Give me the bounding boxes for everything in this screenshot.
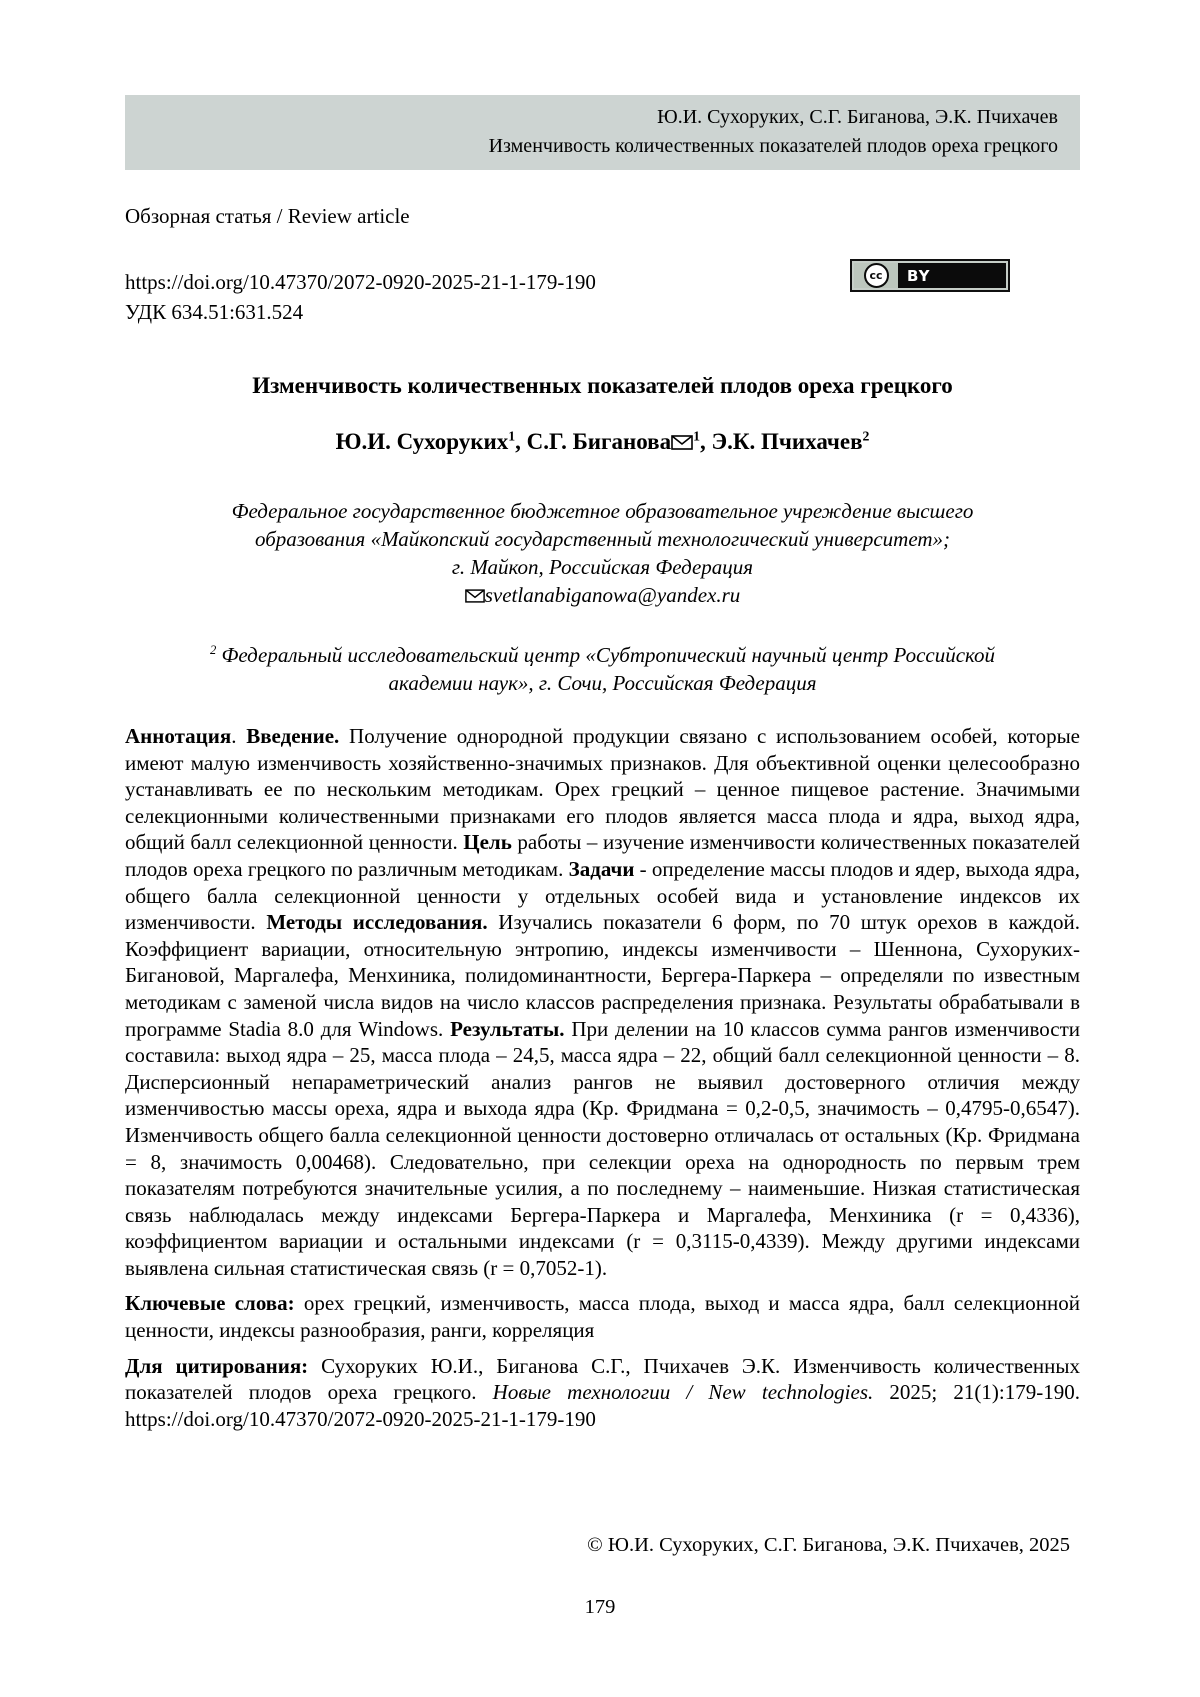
affiliation-1-line: Федеральное государственное бюджетное образовательное учреждение высшего xyxy=(231,499,974,523)
affiliation-2-text: Федеральный исследовательский центр «Субтропический научный центр Российской xyxy=(221,643,996,667)
citation-label: Для цитирования: xyxy=(125,1353,309,1378)
author-name: , Э.К. Пчихачев xyxy=(699,429,863,454)
abstract-text: . xyxy=(231,724,247,748)
citation-text: 2025; 21(1):179-190. https://doi.org/10.47370/2072-0920-2025-21-1-179-190 xyxy=(125,1380,1080,1431)
copyright-line: © Ю.И. Сухоруких, С.Г. Биганова, Э.К. Пчихачев, 2025 xyxy=(587,1534,1070,1556)
article-type-label: Обзорная статья / Review article xyxy=(125,204,410,228)
affiliation-1-line: образования «Майкопский государственный технологический университет»; xyxy=(254,527,951,551)
email-text: svetlanabiganowa@yandex.ru xyxy=(484,583,741,607)
abstract-text: работы – изучение изменчивости количественных показателей плодов ореха грецкого по различным методикам. xyxy=(125,830,1080,881)
author-name: Ю.И. Сухоруких xyxy=(335,429,509,454)
citation-paragraph xyxy=(125,1353,1080,1433)
doi-text: https://doi.org/10.47370/2072-0920-2025-21-1-179-190 xyxy=(125,270,596,294)
affiliation-1-line: г. Майкоп, Российская Федерация xyxy=(451,555,754,579)
abstract-text: Получение однородной продукции связано с использованием особей, которые имеют малую изменчивость хозяйственно-значимых признаков. Для объективной оценки целесообразно устанавливать ее по нескольким методикам. Орех грецкий – ценное пищевое растение. Значимыми селекционными количественными признаками его плодов является масса плода и ядра, выход ядра, общий балл селекционной ценности. xyxy=(125,724,1081,855)
abstract-paragraph xyxy=(125,723,1080,1281)
running-header-authors: Ю.И. Сухоруких, С.Г. Биганова, Э.К. Пчихачев xyxy=(657,106,1058,128)
affiliation-1 xyxy=(125,497,1080,609)
cc-by-badge xyxy=(850,259,1010,292)
abstract-text: Изучались показатели 6 форм, по 70 штук орехов в каждой. Коэффициент вариации, относительную энтропию, индексы изменчивости – Шеннона, Сухоруких-Бигановой, Маргалефа, Менхиника, полидоминантности, Бергера-Паркера – определяли по известным методикам с заменой числа видов на число классов распределения признака. Результаты обрабатывали в программе Stadia 8.0 для Windows. xyxy=(125,910,1080,1041)
abstract-text: При делении на 10 классов сумма рангов изменчивости составила: выход ядра – 25, масса плода – 24,5, масса ядра – 22, общий балл селекционной ценности – 8. Дисперсионный непараметрический анализ рангов не выявил достоверного отличия между изменчивостью массы ореха, ядра и выхода ядра (Кр. Фридмана = 0,2-0,5, значимость – 0,4795-0,6547). Изменчивость общего балла селекционной ценности достоверно отличалась от остальных (Кр. Фридмана = 8, значимость 0,00468). Следовательно, при селекции ореха на однородность по первым трем показателям потребуются значительные усилия, а по последнему – наименьшие. Низкая статистическая связь наблюдалась между индексами Бергера-Паркера и Маргалефа, Менхиника (r = 0,4336), коэффициентом вариации и остальными индексами (r = 0,3115-0,4339). Между другими индексами выявлена сильная статистическая связь (r = 0,7052-1). xyxy=(125,1016,1081,1280)
keywords-text: орех грецкий, изменчивость, масса плода, выход и масса ядра, балл селекционной ценности, индексы разнообразия, ранги, корреляция xyxy=(125,1291,1080,1343)
authors-line xyxy=(125,427,1080,457)
cc-badge-inner xyxy=(854,263,1006,288)
running-header xyxy=(125,95,1080,170)
citation-text: Сухоруких Ю.И., Биганова С.Г., Пчихачев Э.К. Изменчивость количественных показателей плодов ореха грецкого. xyxy=(125,1353,1080,1405)
author-name: , С.Г. Биганова xyxy=(515,429,672,454)
abstract-label: Аннотация xyxy=(125,724,232,748)
keywords-paragraph xyxy=(125,1290,1080,1343)
citation-journal: Новые технологии / New technologies. xyxy=(492,1380,874,1405)
affiliation-1-email xyxy=(125,581,1080,609)
abstract-section-label: Задачи xyxy=(568,856,635,881)
affiliation-superscript: 2 xyxy=(209,643,217,657)
abstract-section-label: Методы исследования. xyxy=(266,910,488,935)
cc-logo-icon xyxy=(854,263,898,288)
envelope-icon xyxy=(671,435,693,450)
running-header-title: Изменчивость количественных показателей плодов ореха грецкого xyxy=(488,135,1058,157)
affiliation-2-line xyxy=(125,641,1080,669)
affiliation-2-line: академии наук», г. Сочи, Российская Федерация xyxy=(388,671,817,695)
author-superscript: 1 xyxy=(693,428,700,444)
author-superscript: 1 xyxy=(508,428,516,444)
abstract-section-label: Результаты. xyxy=(450,1016,565,1041)
cc-by-label: BY xyxy=(907,266,931,285)
affiliation-2 xyxy=(125,641,1080,697)
doi-block xyxy=(125,267,1080,327)
author-superscript: 2 xyxy=(862,428,870,444)
envelope-icon xyxy=(465,589,485,603)
keywords-label: Ключевые слова: xyxy=(125,1291,295,1316)
cc-circle-label: cc xyxy=(864,263,889,288)
abstract-section-label: Цель xyxy=(463,830,512,855)
page-number: 179 xyxy=(584,1596,616,1618)
udk-text: УДК 634.51:631.524 xyxy=(125,300,304,324)
abstract-section-label: Введение. xyxy=(246,724,340,748)
article-title: Изменчивость количественных показателей плодов ореха грецкого xyxy=(252,373,953,398)
abstract-text: - определение массы плодов и ядер, выхода ядра, общего балла селекционной ценности у отдельных особей вида и установление индексов их изменчивости. xyxy=(125,856,1080,935)
